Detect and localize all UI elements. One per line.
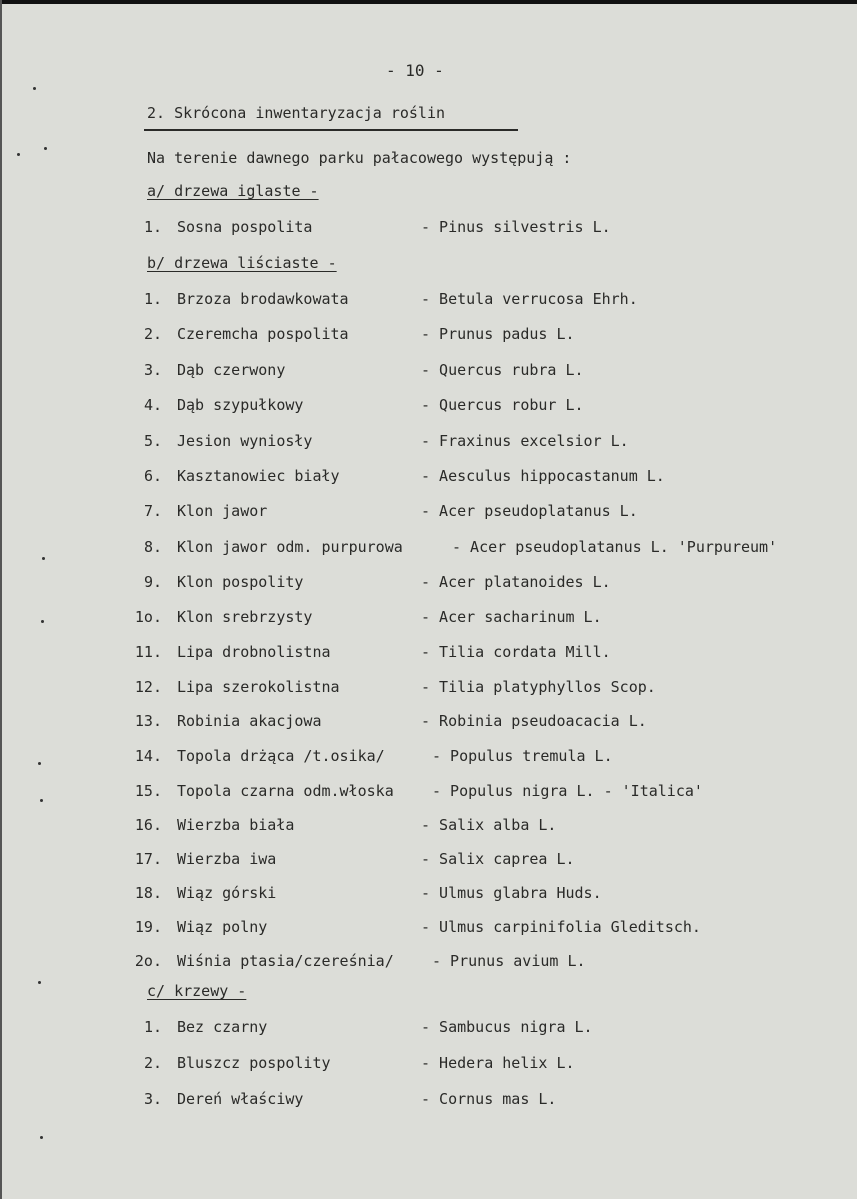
item-number: 1. [143, 290, 162, 308]
plant-latin-name: - Fraxinus excelsior L. [421, 432, 629, 450]
plant-polish-name: Klon jawor [177, 502, 268, 520]
plant-latin-name: - Tilia cordata Mill. [421, 643, 611, 661]
scan-speck [44, 147, 47, 150]
plant-polish-name: Wiśnia ptasia/czereśnia/ [177, 952, 394, 970]
plant-latin-name: - Quercus robur L. [421, 396, 584, 414]
plant-latin-name: - Cornus mas L. [421, 1090, 557, 1108]
item-number: 4. [143, 396, 162, 414]
plant-polish-name: Robinia akacjowa [177, 712, 322, 730]
plant-polish-name: Topola czarna odm.włoska [177, 782, 394, 800]
plant-latin-name: - Sambucus nigra L. [421, 1018, 593, 1036]
plant-latin-name: - Ulmus carpinifolia Gleditsch. [421, 918, 701, 936]
item-number: 5. [143, 432, 162, 450]
plant-polish-name: Bez czarny [177, 1018, 268, 1036]
plant-polish-name: Lipa szerokolistna [177, 678, 340, 696]
item-number: 1. [143, 1018, 162, 1036]
scan-speck [33, 87, 36, 90]
plant-polish-name: Sosna pospolita [177, 218, 313, 236]
plant-latin-name: - Acer platanoides L. [421, 573, 611, 591]
scan-speck [38, 981, 41, 984]
category-label: b/ drzewa liściaste - [147, 254, 337, 272]
plant-polish-name: Klon srebrzysty [177, 608, 313, 626]
scan-speck [40, 799, 43, 802]
plant-latin-name: - Acer pseudoplatanus L. [421, 502, 638, 520]
item-number: 16. [134, 816, 162, 834]
item-number: 3. [143, 361, 162, 379]
item-number: 14. [134, 747, 162, 765]
item-number: 12. [134, 678, 162, 696]
plant-latin-name: - Robinia pseudoacacia L. [421, 712, 647, 730]
item-number: 1o. [134, 608, 162, 626]
plant-polish-name: Wiąz polny [177, 918, 268, 936]
scan-speck [42, 557, 45, 560]
intro-text: Na terenie dawnego parku pałacowego występują : [147, 149, 572, 167]
plant-polish-name: Klon pospolity [177, 573, 304, 591]
scan-speck [17, 153, 20, 156]
plant-polish-name: Topola drżąca /t.osika/ [177, 747, 385, 765]
plant-latin-name: - Salix alba L. [421, 816, 557, 834]
plant-latin-name: - Salix caprea L. [421, 850, 575, 868]
plant-polish-name: Dereń właściwy [177, 1090, 304, 1108]
plant-latin-name: - Populus tremula L. [432, 747, 613, 765]
item-number: 7. [143, 502, 162, 520]
plant-polish-name: Dąb czerwony [177, 361, 286, 379]
plant-polish-name: Klon jawor odm. purpurowa [177, 538, 403, 556]
scan-speck [41, 620, 44, 623]
item-number: 9. [143, 573, 162, 591]
plant-latin-name: - Betula verrucosa Ehrh. [421, 290, 638, 308]
plant-latin-name: - Hedera helix L. [421, 1054, 575, 1072]
item-number: 2. [143, 325, 162, 343]
plant-polish-name: Dąb szypułkowy [177, 396, 304, 414]
plant-latin-name: - Ulmus glabra Huds. [421, 884, 602, 902]
category-label: c/ krzewy - [147, 982, 247, 1000]
plant-polish-name: Brzoza brodawkowata [177, 290, 349, 308]
plant-polish-name: Bluszcz pospolity [177, 1054, 331, 1072]
item-number: 19. [134, 918, 162, 936]
plant-polish-name: Wierzba biała [177, 816, 295, 834]
plant-polish-name: Czeremcha pospolita [177, 325, 349, 343]
plant-polish-name: Wierzba iwa [177, 850, 277, 868]
plant-latin-name: - Prunus avium L. [432, 952, 586, 970]
heading-underline [144, 129, 518, 131]
scan-top-edge [0, 0, 857, 4]
item-number: 11. [134, 643, 162, 661]
plant-polish-name: Kasztanowiec biały [177, 467, 340, 485]
plant-polish-name: Jesion wyniosły [177, 432, 313, 450]
section-heading: 2. Skrócona inwentaryzacja roślin [147, 104, 446, 122]
item-number: 2o. [134, 952, 162, 970]
scan-speck [38, 762, 41, 765]
item-number: 18. [134, 884, 162, 902]
plant-latin-name: - Quercus rubra L. [421, 361, 584, 379]
item-number: 15. [134, 782, 162, 800]
plant-latin-name: - Tilia platyphyllos Scop. [421, 678, 656, 696]
item-number: 6. [143, 467, 162, 485]
page-number: - 10 - [386, 61, 444, 80]
item-number: 17. [134, 850, 162, 868]
plant-latin-name: - Acer sacharinum L. [421, 608, 602, 626]
plant-polish-name: Lipa drobnolistna [177, 643, 331, 661]
item-number: 13. [134, 712, 162, 730]
plant-latin-name: - Prunus padus L. [421, 325, 575, 343]
item-number: 3. [143, 1090, 162, 1108]
item-number: 8. [143, 538, 162, 556]
scan-left-edge [0, 0, 2, 1199]
plant-latin-name: - Aesculus hippocastanum L. [421, 467, 665, 485]
category-label: a/ drzewa iglaste - [147, 182, 319, 200]
scan-speck [40, 1136, 43, 1139]
plant-latin-name: - Pinus silvestris L. [421, 218, 611, 236]
item-number: 1. [143, 218, 162, 236]
plant-latin-name: - Acer pseudoplatanus L. 'Purpureum' [452, 538, 778, 556]
plant-latin-name: - Populus nigra L. - 'Italica' [432, 782, 703, 800]
plant-polish-name: Wiąz górski [177, 884, 277, 902]
item-number: 2. [143, 1054, 162, 1072]
